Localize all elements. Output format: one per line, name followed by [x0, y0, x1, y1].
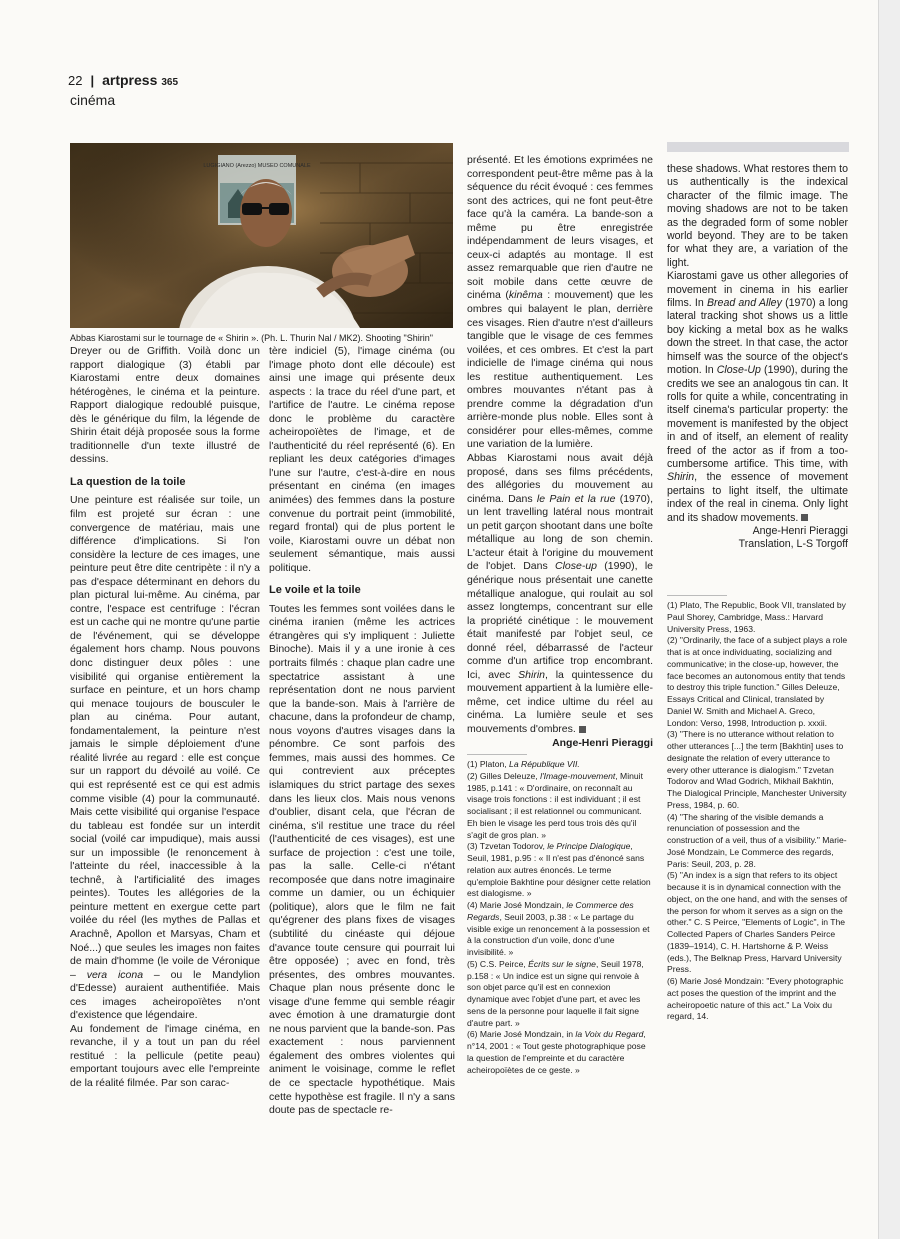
col1-paragraph-1: Dreyer ou de Griffith. Voilà donc un rapport dialogique (3) établi par Kiarostami entre deux domaines hétérogènes, le cinéma et la peinture. Rapport dialogique redoublé puisque, dès le générique du film, la légende de Shirin était déjà proposée sous la forme traditionnelle d'un texte illustré de dessins.	[70, 345, 260, 466]
film-title: le Pain et la rue	[536, 492, 616, 505]
film-title: Shirin	[667, 471, 695, 484]
footnotes-english	[667, 600, 848, 1023]
col3-p2-d: , la quintessence du mouvement appartient à la lumière elle-même, cet indice ultime du réel au cinéma. La lumière seule et ses mouvements d'ombres.	[467, 668, 653, 735]
col3-p1-text: présenté. Et les émotions exprimées ne correspondent peut-être même pas à la séquence du récit évoqué : ces femmes sont des actrices, qui ne font peut-être face qu'à la caméra. La bande-son a même pu être enregistrée indépendamment de leurs visages, et ceux-ci adaptés au montage. Il est assez remarquable que rien d'autre ne soit mobile dans cette œuvre de cinéma (	[467, 154, 653, 302]
page-edge	[878, 0, 900, 1239]
page-header	[68, 72, 178, 88]
footnote	[467, 1029, 653, 1076]
col3-paragraph-1	[467, 154, 653, 452]
end-square-icon	[801, 514, 808, 521]
col1-paragraph-3: Au fondement de l'image cinéma, en revanche, il y a tout un pan du réel restitué : la pellicule (petite peau) emportant toujours avec elle l'empreinte de la réalité filmée. Par son carac-	[70, 1022, 260, 1089]
footnote-lead: (6) Marie José Mondzain, in	[467, 1029, 576, 1040]
col4-p2-b: (1970) a long lateral tracking shot shows us a little boy kicking a metal box as he walks down the street. In that case, the actor himself was the source of the object's motion. In	[667, 297, 849, 377]
footnote-title: Écrits sur le signe	[528, 958, 596, 969]
col4-paragraph-1: these shadows. What restores them to us authentically is the indexical character of the filmic image. The moving shadows are not to be taken as the degraded form of some nobler world beyond. They are to be taken for what they are, a variation of the light.	[667, 163, 848, 269]
translation-header-bar	[667, 142, 849, 152]
photo-sign-text: LUGIGIANO (Arezzo) MUSEO COMUNALE	[203, 163, 311, 169]
footnote-title: l'Image-mouvement	[540, 770, 616, 781]
column-4-english	[667, 163, 848, 552]
col3-paragraph-2	[467, 452, 653, 736]
page-number: 22	[68, 73, 83, 88]
column-1	[70, 345, 260, 1091]
footnote: (1) Plato, The Republic, Book VII, translated by Paul Shorey, Cambridge, Mass.: Harvard University Press, 1963.	[667, 600, 846, 634]
section-label: cinéma	[70, 92, 116, 108]
col3-p2-c: (1990), le générique nous présentait une canette métallique analogue, qui roulait au sol assez longtemps, concentrant sur elle la propriété cinétique : le mouvement était manifesté par l'objet seul, ce donné réel, débarrassé de l'acteur comme d'un artifice trop encombrant. Ici, avec	[467, 560, 653, 681]
column-3	[467, 154, 653, 750]
footnote-text: , Seuil 2003, p.38 : « Le partage du visible exige un renoncement à la possession et à la construction d'un voile, donc d'une invisibilité. »	[467, 911, 650, 957]
footnote-title: le Commerce des Regards	[467, 900, 634, 922]
footnote: (4) "The sharing of the visible demands a renunciation of possession and the construction of a veil, thus of a visibility." Marie-José Mondzain, Le Commerce des regards, Paris: Seuil, 203, p. 28.	[667, 811, 847, 869]
footnote	[467, 759, 653, 771]
translator-credit: Translation, L-S Torgoff	[738, 538, 848, 551]
end-square-icon	[579, 726, 586, 733]
subheading-veil: Le voile et la toile	[269, 584, 361, 597]
footnote: (5) "An index is a sign that refers to its object because it is in dynamical connection with the object, on the one hand, and with the senses of the person for whom it serves as a sign on the other." C. S Peirce, "Elements of Logic", in The Collected Papers of Charles Sanders Peirce (1839–1914), C. H. Hartshorne & P. Weiss (eds.), The Belknap Press, Harvard University Press.	[667, 870, 848, 975]
footnote	[467, 771, 653, 842]
footnote-text: , n°14, 2001 : « Tout geste photographique pose la question de l'empreinte et du caractère acheiropoïètes de ce geste. »	[467, 1029, 646, 1075]
photo-illustration	[70, 143, 453, 328]
footnote-lead: (3) Tzvetan Todorov,	[467, 841, 548, 852]
subheading-canvas: La question de la toile	[70, 475, 186, 488]
photo-caption: Abbas Kiarostami sur le tournage de « Shirin ». (Ph. L. Thurin Nal / MK2). Shooting "Shirin"	[70, 333, 433, 343]
footnote-title: la Voix du Regard	[575, 1029, 644, 1040]
magazine-name: artpress	[102, 72, 158, 88]
film-title: Shirin	[518, 668, 546, 681]
col3-p1-tail: : mouvement) que les ombres qui balayent le plan, derrière ces visages. Rien d'autre n'est d'ailleurs tangible que le visage de ces femmes voilées, et ces ombres. Et c'est la part indicielle de l'image cinéma qui nous les restitue authentiquement. Les ombres mouvantes n'étant pas à prendre comme la dégradation d'un arrière-monde plus noble. Elles sont à considérer pour elles-mêmes, comme une variation de la lumière.	[467, 289, 653, 451]
col4-p2-d: , the essence of movement pertains to light itself, the ultimate index of the real in cinema. Only light and its shadow movements.	[667, 471, 848, 524]
col1-p2-tail: – ou le Mandylion d'Edesse) auraient authentifiée. Mais ces images acheiropoïètes n'ont d'existence que légendaire.	[70, 968, 260, 1022]
col4-p2-a: Kiarostami gave us other allegories of movement in cinema in his earlier films. In	[667, 270, 848, 310]
footnote: (2) "Ordinarily, the face of a subject plays a role that is at once individuating, socializing and communicative; in the close-up, however, the face becomes an autonomous entity that tends to destroy this triple function." Gilles Deleuze, Essays Critical and Clinical, translated by Daniel W. Smith and Michael A. Greco, London: Verso, 1998, Introduction p. xxxii.	[667, 635, 848, 728]
col3-p2-a: Abbas Kiarostami nous avait déjà proposé, dans ses films précédents, des allégories du mouvement au cinéma. Dans	[467, 452, 653, 505]
header-separator: |	[90, 73, 95, 88]
footnote-text: , Seuil 1978, p.158 : « Un indice est un signe qui renvoie à son objet parce qu'il est en connexion dynamique avec l'objet d'une part, et avec les sens de la personne pour laquelle il fait signe d'autre part. »	[467, 958, 644, 1028]
col3-p1-italic: kinêma	[508, 289, 543, 302]
col1-paragraph-2	[70, 494, 260, 1022]
footnote-title: La République VII.	[509, 759, 580, 769]
footnote-text: , Seuil, 1981, p.95 : « Il n'est pas d'énoncé sans relation aux autres énoncés. Le terme qu'emploie Bakhtine pour désigner cette relation est dialogisme. »	[467, 841, 651, 899]
footnote	[467, 959, 653, 1030]
column-2	[269, 345, 455, 1118]
footnote-rule-en	[667, 595, 727, 596]
footnote	[467, 900, 653, 959]
col2-paragraph-1: tère indiciel (5), l'image cinéma (ou l'image photo dont elle découle) est ainsi une image qui présente deux aspects : la trace du réel d'une part, et l'artifice de l'autre. Le cinéma repose donc le problème du caractère acheiropoïètes de l'image, et de l'authenticité du réel représenté (6). En repliant les deux catégories d'images l'une sur l'autre, c'est-à-dire en nous présentant en cinéma (en images animées) des femmes dans la posture convenue du portrait peint (immobilité, regard frontal) qui de plus portent le voile, Kiarostami ouvre un débat non seulement sémantique, mais aussi politique.	[269, 345, 455, 574]
author-signature-en: Ange-Henri Pieraggi	[752, 524, 848, 537]
footnote	[467, 841, 653, 900]
film-title: Close-Up	[716, 364, 761, 377]
film-title: Bread and Alley	[706, 297, 782, 310]
col2-paragraph-2: Toutes les femmes sont voilées dans le cinéma iranien (même les actrices étrangères qui s'y impliquent : Juliette Binoche). Mais il y a une ironie à ces portraits filmés : chaque plan cadre une spectatrice assistant à une représentation dont ne nous parvient que la bande-son. Mais à l'arrière de chacune, dans la profondeur de champ, nous voyons d'autres visages dans la pénombre. Ce sont parfois des femmes, mais aussi des hommes. Ce qui contrevient aux préceptes islamiques du strict partage des sexes dans les lieux clos. Mais nous venons d'oublier, disant cela, que l'écran de cinéma, s'il restitue une trace du réel (l'authenticité de ces visages), est une surface de projection : c'est une toile, pas la salle. Celle-ci n'étant recomposée que dans notre imaginaire comme un damier, ou un échiquier (politique), alors que le film ne fait qu'égrener des plans fixes de visages (subtilité du cinéaste qui déjoue d'avance toute censure qui pourrait lui être opposée) ; avec en fond, très présentes, des ombres mouvantes. Chaque plan nous présente donc le visage d'une femme qui semble réagir avec émotion à une dramaturgie dont ne nous parvient que la bande-son. Pas exactement : nous parviennent également des ombres violentes qui animent le voisinage, comme le reflet de ce spectacle hypothétique. Mais cette hypothèse est fragile. Il n'y a sans doute pas de spectacle re-	[269, 602, 455, 1117]
footnotes-french	[467, 759, 653, 1076]
footnote: (3) "There is no utterance without relation to other utterances [...] the term [Bakhtin] uses to designate the relation of every utterance to every other utterance is dialogism." Tzvetan Todorov and Wlad Godrich, Mikhail Bakhtin, The Dialogical Principle, Manchester University Press, 1984, p. 60.	[667, 729, 847, 810]
footnote: (6) Marie José Mondzain: "Every photographic act poses the question of the imprint and the acheiropoetic nature of this act." La Voix du regard, 14.	[667, 976, 844, 1022]
footnote-lead: (1) Platon,	[467, 759, 510, 769]
footnote-lead: (4) Marie José Mondzain,	[467, 900, 567, 910]
footnote-lead: (5) C.S. Peirce,	[467, 958, 529, 969]
col3-p2-b: (1970), un lent travelling latéral nous montrait un petit garçon shootant dans une boîte métallique au long de son chemin. L'acteur était à l'origine du mouvement de l'objet. Dans	[467, 492, 653, 573]
film-title: Close-up	[555, 560, 598, 573]
footnote-rule-fr	[467, 754, 527, 755]
col4-paragraph-2	[667, 270, 848, 525]
col1-p2-text: Une peinture est réalisée sur toile, un film est projeté sur écran : une convergence de matériau, mais une différence d'implications. Si l'on considère la lecture de ces images, une peinture peut être dite centripète : il n'y a pas d'espace déterminant en dehors du plan pictural lui-même. Au cinéma, par contre, l'espace est centrifuge : l'écran est un cache qui ne montre qu'une partie de l'événement, qui se développe également hors champ. Nous pouvons donc distinguer deux pôles : une visibilité qui organise entièrement la surface en peinture, et un hors champ qui menace toujours de bousculer le plan au cinéma. Pour autant, fondamentalement, la peinture n'est jamais le simple déploiement d'une réalité livrée au regard : elle est conçue sur un rapport du dévoilé au voilé. Ce qui est représenté est ce qui est admis comme visible (4) pour la communauté. Mais cette visibilité qui organise l'espace du tableau est fondée sur un interdit social (voilé car impudique), mais aussi sur un impossible (le renoncement à l'atteinte du réel, inaccessible à la technê, à l'artificialité des images peintes). Toutes les allégories de la peinture mettent en exergue cette part voilée du réel (les mythes de Pallas et Arachnê, Apollon et Marsyas, Cham et Noé...) que seules les images non faites de main d'homme (le voile de Véronique –	[70, 494, 260, 981]
footnote-text: , Minuit 1985, p.141 : « D'ordinaire, on reconnaît au visage trois fonctions : il est individuant ; il est socialisant ; il est relationnel ou communicant. Eh bien le visage les perd tous trois dès qu'il s'agit de gros plan. »	[467, 770, 643, 840]
issue-number: 365	[161, 77, 179, 88]
article-photo	[70, 143, 453, 328]
col4-p2-c: (1990), during the credits we see an analogous tin can. It rolls for quite a while, concentrating in itself cinema's particular property: the movement is manifested by the object in and of itself, an element of reality freed of the actor as if from a too-cumbersome artifice. This time, with	[667, 364, 848, 470]
author-signature-fr: Ange-Henri Pieraggi	[552, 736, 653, 749]
col1-p2-italic: vera icona	[86, 968, 144, 981]
footnote-lead: (2) Gilles Deleuze,	[467, 770, 541, 781]
footnote-title: le Principe Dialogique	[547, 841, 631, 852]
